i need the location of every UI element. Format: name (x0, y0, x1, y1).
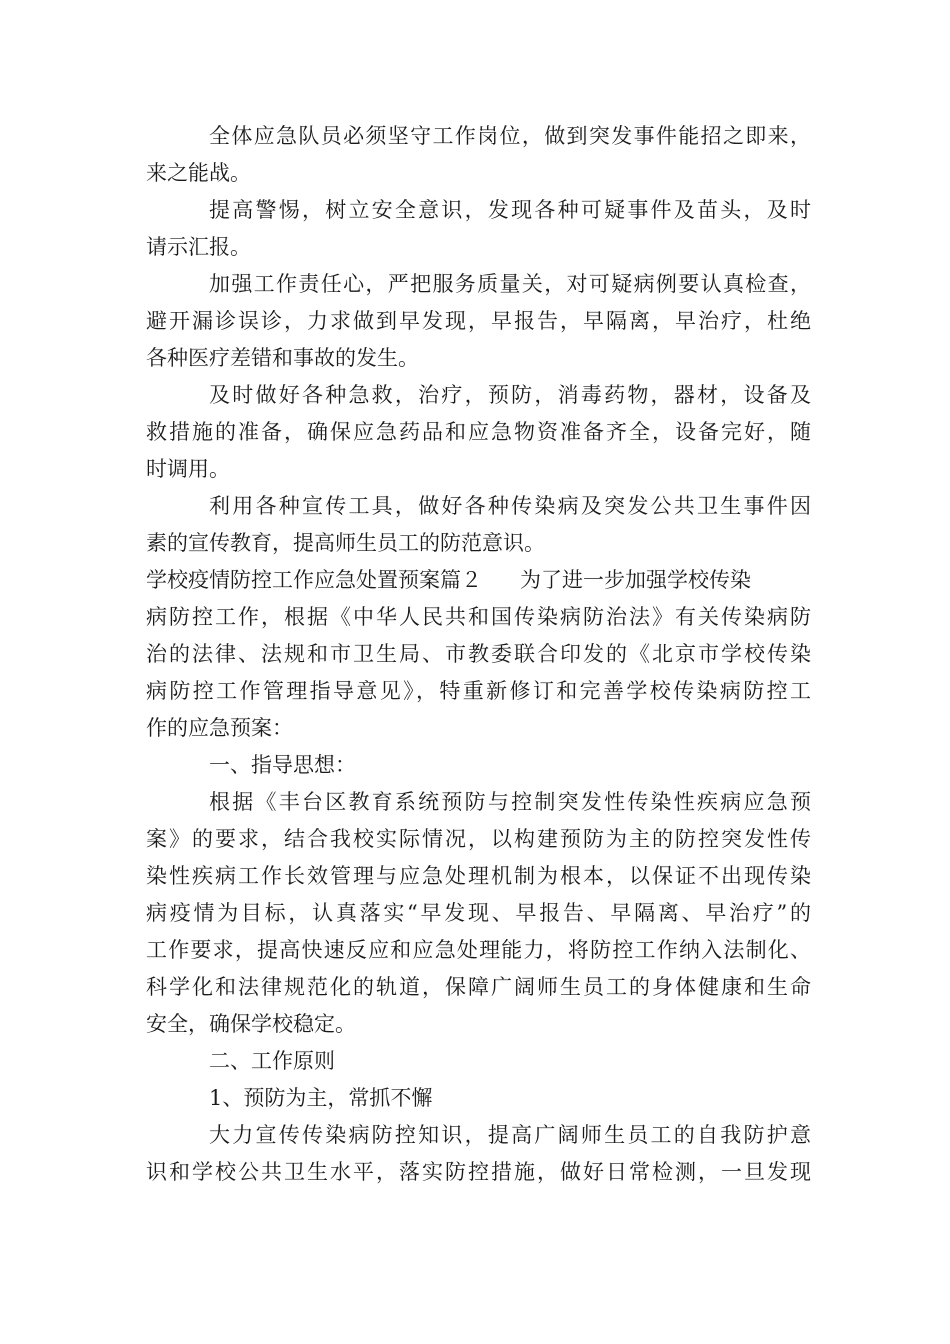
paragraph-line: 染性疾病工作长效管理与应急处理机制为根本，以保证不出现传染 (146, 864, 811, 888)
paragraph-line: 工作要求，提高快速反应和应急处理能力，将防控工作纳入法制化、 (146, 938, 811, 962)
paragraph-line: 为了进一步加强学校传染 (520, 568, 751, 592)
paragraph-line: 加强工作责任心，严把服务质量关，对可疑病例要认真检查， (209, 272, 811, 296)
paragraph-line: 素的宣传教育，提高师生员工的防范意识。 (146, 531, 545, 555)
paragraph-line: 病防控工作，根据《中华人民共和国传染病防治法》有关传染病防 (146, 605, 811, 629)
paragraph-line: 全体应急队员必须坚守工作岗位，做到突发事件能招之即来， (209, 124, 811, 148)
paragraph-line: 病防控工作管理指导意见》，特重新修订和完善学校传染病防控工 (146, 679, 811, 703)
document-body (146, 118, 811, 1191)
paragraph-line: 救措施的准备，确保应急药品和应急物资准备齐全，设备完好，随 (146, 420, 811, 444)
paragraph-line: 科学化和法律规范化的轨道，保障广阔师生员工的身体健康和生命 (146, 975, 811, 999)
paragraph-line: 安全，确保学校稳定。 (146, 1012, 356, 1036)
section-heading-line (146, 562, 811, 599)
paragraph-line: 避开漏诊误诊，力求做到早发现，早报告，早隔离，早治疗，杜绝 (146, 309, 811, 333)
paragraph-line: 治的法律、法规和市卫生局、市教委联合印发的《北京市学校传染 (146, 642, 811, 666)
paragraph-line: 利用各种宣传工具，做好各种传染病及突发公共卫生事件因 (209, 494, 811, 518)
paragraph-line: 案》的要求，结合我校实际情况，以构建预防为主的防控突发性传 (146, 827, 811, 851)
paragraph-line: 大力宣传传染病防控知识，提高广阔师生员工的自我防护意 (209, 1123, 811, 1147)
paragraph-line: 及时做好各种急救，治疗，预防，消毒药物，器材，设备及 (209, 383, 811, 407)
section-heading: 学校疫情防控工作应急处置预案篇２ (146, 568, 482, 592)
paragraph-line: 作的应急预案： (146, 716, 293, 740)
paragraph-line: 提高警惕，树立安全意识，发现各种可疑事件及苗头，及时 (209, 198, 811, 222)
paragraph-line: 请示汇报。 (146, 235, 251, 259)
paragraph-line: 各种医疗差错和事故的发生。 (146, 346, 419, 370)
paragraph-line: 识和学校公共卫生水平，落实防控措施，做好日常检测，一旦发现 (146, 1160, 811, 1184)
paragraph-line: 病疫情为目标，认真落实“早发现、早报告、早隔离、早治疗”的 (146, 901, 811, 925)
subheading-line: 1、预防为主，常抓不懈 (209, 1086, 433, 1110)
paragraph-line: 时调用。 (146, 457, 230, 481)
heading-line: 二、工作原则 (209, 1049, 335, 1073)
paragraph-line: 根据《丰台区教育系统预防与控制突发性传染性疾病应急预 (209, 790, 811, 814)
heading-line: 一、指导思想： (209, 753, 356, 777)
paragraph-line: 来之能战。 (146, 161, 251, 185)
